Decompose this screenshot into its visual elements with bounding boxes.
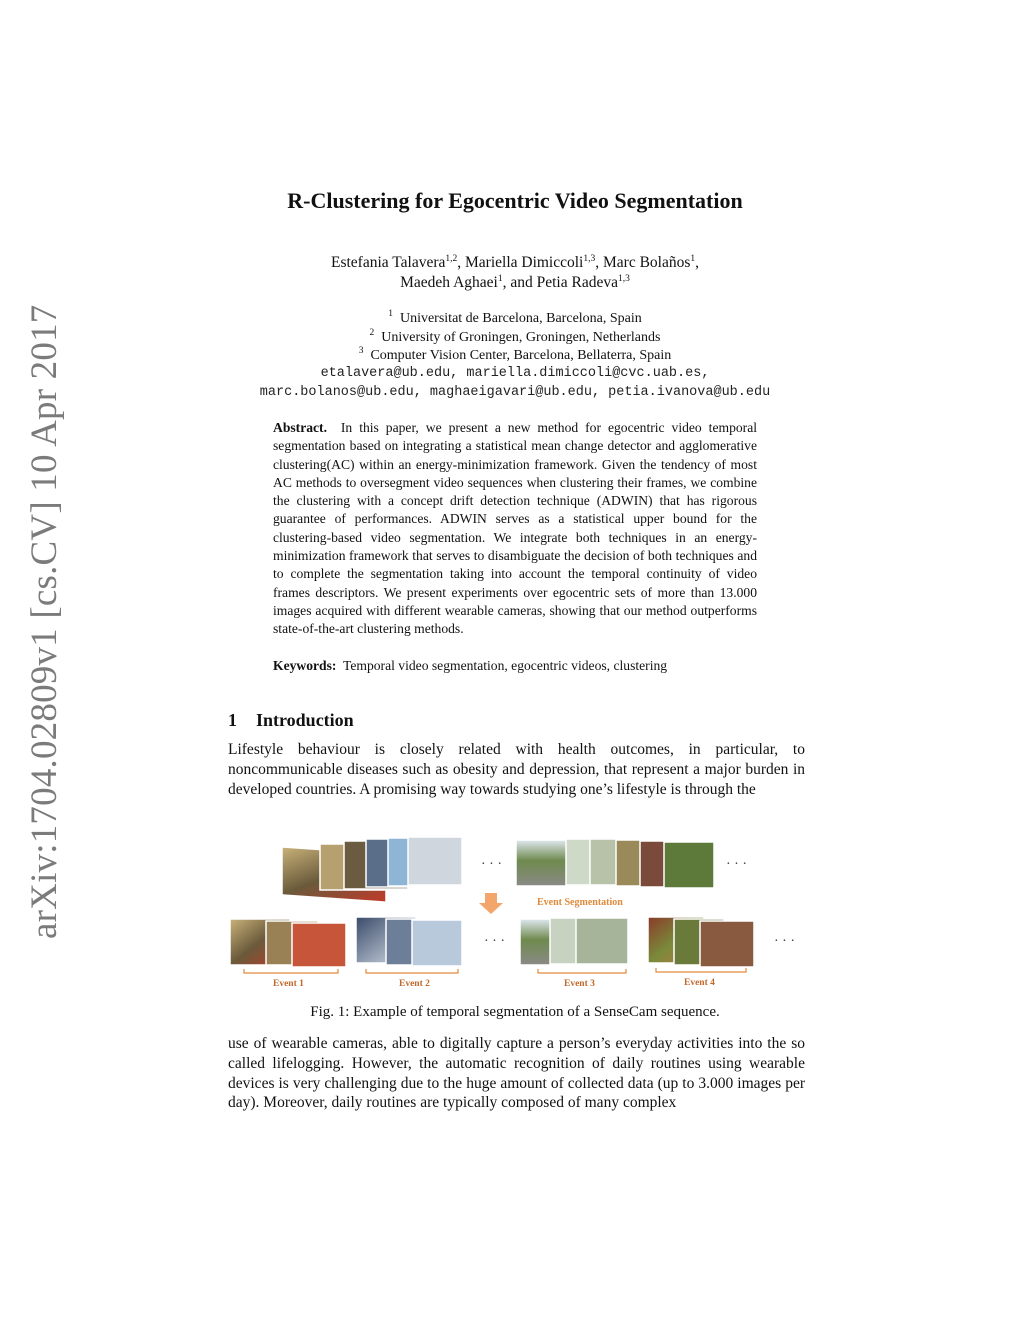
event-4-frames — [648, 917, 754, 967]
ellipsis-mark: · · · — [484, 934, 505, 949]
intro-paragraph-continued: use of wearable cameras, able to digitally capture a person’s everyday activities into the so called lifelogging. However, the automatic recognition of daily routines using wearable devices is very challenging due to the huge amount of collected data (up to 3.000 images per day). Moreover, daily routines are typically composed of many complex — [228, 1035, 805, 1112]
author-affil-mark: 1,3 — [617, 274, 630, 284]
figure-caption: Fig. 1: Example of temporal segmentation of a SenseCam sequence. — [310, 1004, 720, 1020]
author-affil-mark: 1 — [497, 274, 503, 284]
author-affil-mark: 1,3 — [583, 254, 596, 264]
abstract-label: Abstract. — [273, 420, 327, 435]
event-3-label: Event 3 — [564, 979, 595, 989]
event-segmentation-label: Event Segmentation — [537, 897, 623, 908]
event-2-label: Event 2 — [399, 979, 430, 989]
affil-text: University of Groningen, Groningen, Netherlands — [381, 329, 661, 345]
affil-num: 1 — [388, 309, 393, 319]
author-conjunction: and — [510, 274, 533, 291]
event-1-frames — [230, 919, 346, 967]
event-4-label: Event 4 — [684, 978, 715, 988]
frame-strip-top-2 — [516, 839, 714, 888]
event-1-bracket — [244, 969, 338, 973]
event-4-bracket — [656, 968, 746, 972]
section-number: 1 — [228, 710, 237, 730]
event-2-bracket — [366, 969, 458, 973]
ellipsis-mark: · · · — [481, 857, 502, 872]
section-heading — [228, 710, 354, 731]
author-list: Estefania Talavera$^{1,2}$, Mariella Dimiccoli$^{1,3}$, Marc Bolaños$^1$, Maedeh Aghaei$^1$, and Petia Radeva$^{1,3}$ — [330, 254, 700, 291]
affiliation-line — [0, 310, 1024, 329]
abstract — [273, 419, 757, 639]
event-3-frames — [520, 918, 628, 965]
affil-text: Computer Vision Center, Barcelona, Bellaterra, Spain — [370, 348, 672, 363]
ellipsis-mark: · · · — [726, 857, 747, 872]
affil-num: 3 — [358, 346, 364, 356]
intro-paragraph: Lifestyle behaviour is closely related with health outcomes, in particular, to noncommunicable diseases such as obesity and depression, that represent a major burden in developed countries. A promising way towards studying one’s lifestyle is through the — [228, 741, 805, 798]
author-affil-mark: 1 — [690, 254, 696, 264]
email-line: etalavera@ub.edu, mariella.dimiccoli@cvc.uab.es, — [320, 366, 710, 381]
author-name: Petia Radeva — [536, 274, 618, 291]
event-1-label: Event 1 — [273, 979, 304, 989]
affiliation-line — [0, 329, 1024, 348]
keywords — [273, 657, 757, 675]
email-line: marc.bolanos@ub.edu, maghaeigavari@ub.edu, petia.ivanova@ub.edu — [259, 384, 771, 400]
event-2-frames — [356, 917, 462, 966]
author-name: Maedeh Aghaei — [400, 274, 498, 291]
figure-1 — [226, 833, 806, 993]
section-title: Introduction — [256, 710, 354, 730]
keywords-text: Temporal video segmentation, egocentric videos, clustering — [343, 658, 668, 673]
event-3-bracket — [538, 969, 626, 973]
ellipsis-mark: · · · — [774, 934, 795, 949]
affil-num: 2 — [369, 327, 375, 338]
email-list — [0, 365, 1024, 402]
affil-text: Universitat de Barcelona, Barcelona, Spain — [399, 311, 642, 326]
author-affil-mark: 1,2 — [445, 254, 458, 264]
down-arrow-icon — [479, 893, 503, 914]
arxiv-stamp: arXiv:1704.02809v1 [cs.CV] 10 Apr 2017 — [24, 304, 65, 939]
paper-title: R-Clustering for Egocentric Video Segmentation — [287, 188, 743, 213]
author-name: Marc Bolaños — [603, 254, 691, 271]
abstract-text: In this paper, we present a new method for egocentric video temporal segmentation based on integrating a statistical mean change detector and agglomerative clustering(AC) within an energy-minimization framework. Given the tendency of most AC methods to oversegment video sequences when clustering their frames, we combine the clustering with a concept drift detection technique (ADWIN) that has rigorous guarantee of performances. ADWIN serves as a statistical upper bound for the clustering-based video segmentation. We integrate both techniques in an energy-minimization framework that serves to disambiguate the decision of both techniques and to complete the segmentation taking into account the temporal continuity of video frames descriptors. We present experiments over egocentric sets of more than 13.000 images acquired with different wearable cameras, showing that our method outperforms state-of-the-art clustering methods. — [273, 420, 758, 637]
keywords-label: Keywords: — [273, 658, 337, 673]
affiliation-line — [0, 347, 1024, 366]
author-name: Estefania Talavera — [330, 254, 446, 271]
affiliations — [0, 310, 1024, 366]
frame-strip-top-1 — [282, 837, 462, 902]
author-name: Mariella Dimiccoli — [465, 254, 584, 271]
